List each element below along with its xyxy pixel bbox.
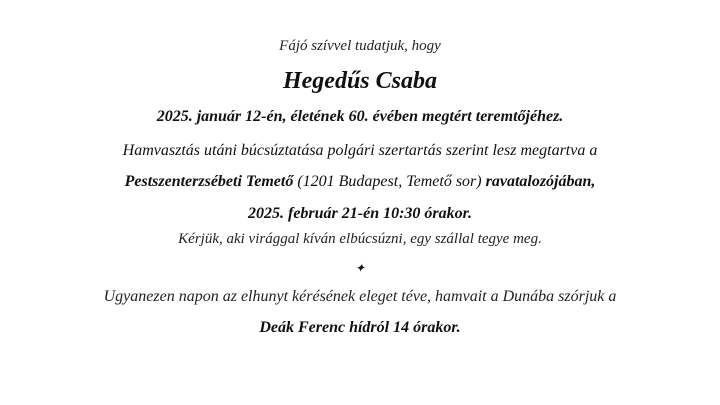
- deceased-name: Hegedűs Csaba: [282, 68, 437, 94]
- ceremony-location: [0, 173, 720, 191]
- death-date-text: 2025. január 12-én, életének 60. évében megtért teremtőjéhez.: [156, 108, 564, 125]
- cemetery-name: Pestszenterzsébeti Temető: [124, 173, 294, 190]
- ashes-place: Deák Ferenc hídról 14 órakor.: [259, 319, 461, 336]
- flowers-request: Kérjük, aki virággal kíván elbúcsúzni, egy szállal tegye meg.: [178, 231, 542, 247]
- cemetery-address: (1201 Budapest, Temető sor): [293, 173, 486, 190]
- star-divider-icon: ✦: [354, 261, 366, 275]
- ceremony-datetime: 2025. február 21-én 10:30 órakor.: [247, 205, 472, 222]
- ceremony-text: Hamvasztás utáni búcsúztatása polgári szertartás szerint lesz megtartva a: [122, 142, 598, 159]
- intro-text: Fájó szívvel tudatjuk, hogy: [279, 38, 441, 54]
- ashes-text: Ugyanezen napon az elhunyt kérésének eleget téve, hamvait a Dunába szórjuk a: [103, 288, 617, 305]
- funeral-hall: ravatalozójában,: [485, 173, 596, 190]
